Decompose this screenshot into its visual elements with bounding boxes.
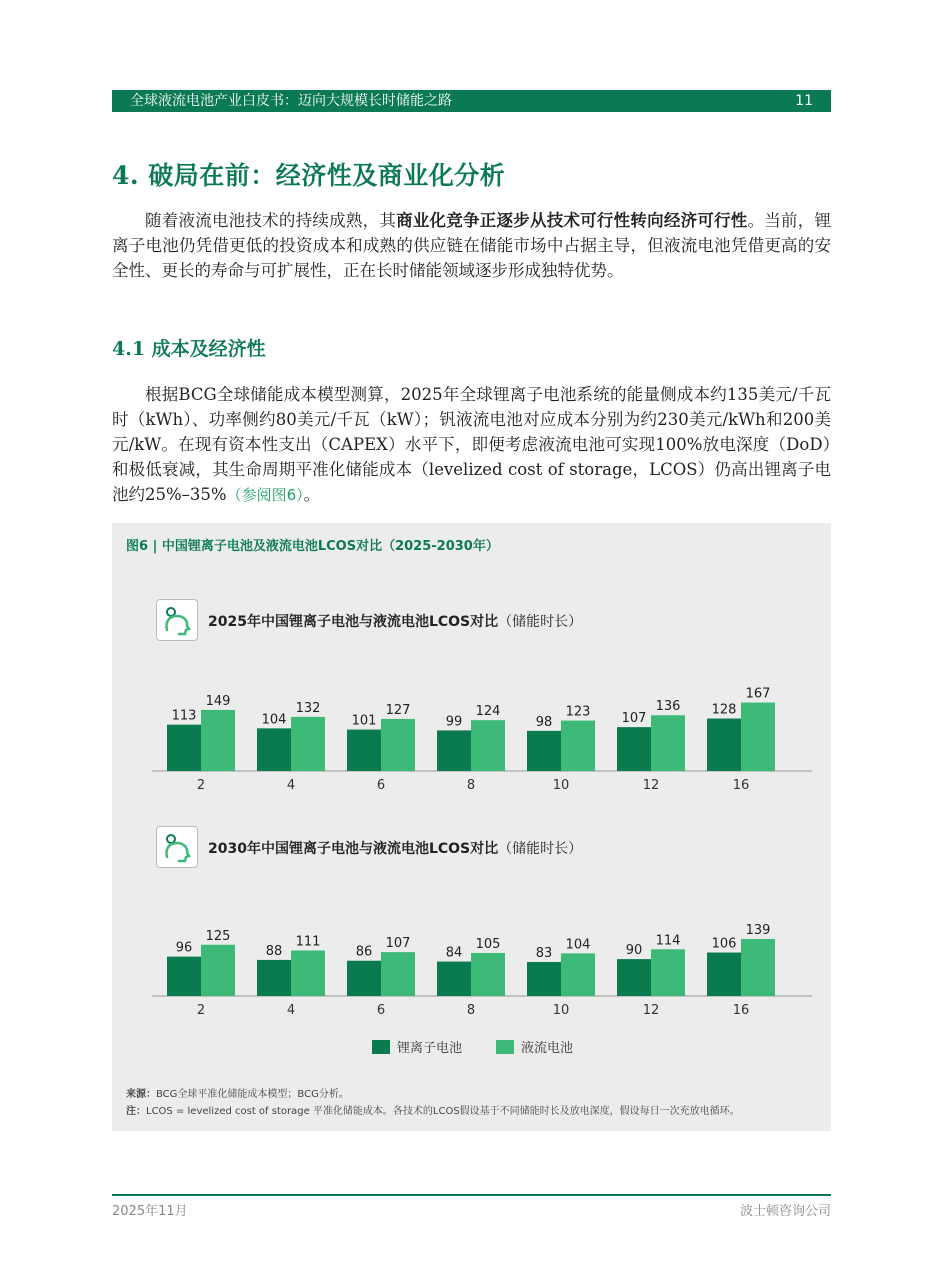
bar-lithium-2 — [167, 957, 201, 996]
data-label-lithium-10: 98 — [535, 714, 553, 730]
data-label-lithium-10: 83 — [535, 945, 553, 961]
legend-swatch-flow — [496, 1040, 514, 1054]
source-line — [126, 1086, 740, 1103]
bar-lithium-8 — [437, 962, 471, 996]
chart-2025-title-note: （储能时长） — [498, 614, 583, 630]
data-label-lithium-4: 104 — [261, 712, 287, 728]
figure-6 — [112, 523, 831, 1131]
bar-flow-4 — [291, 950, 325, 996]
cost-text-end: 。 — [303, 485, 321, 504]
data-label-flow-2: 125 — [205, 928, 231, 944]
x-tick-label-6: 6 — [376, 778, 386, 793]
data-label-lithium-2: 113 — [171, 708, 197, 724]
figure-source — [126, 1086, 740, 1120]
x-tick-label-10: 10 — [552, 1003, 570, 1018]
bar-flow-12 — [651, 949, 685, 996]
footer-date: 2025年11月 — [112, 1204, 188, 1219]
data-label-flow-8: 105 — [475, 936, 501, 952]
data-label-lithium-6: 86 — [355, 944, 373, 960]
bar-flow-8 — [471, 720, 505, 771]
bar-lithium-6 — [347, 961, 381, 996]
bar-lithium-16 — [707, 953, 741, 996]
bar-flow-2 — [201, 710, 235, 771]
legend-item-lithium — [372, 1037, 462, 1056]
bar-flow-6 — [381, 952, 415, 996]
x-tick-label-12: 12 — [642, 778, 660, 793]
chart-2025 — [152, 663, 832, 803]
x-tick-label-16: 16 — [732, 1003, 750, 1018]
data-label-lithium-8: 84 — [445, 945, 463, 961]
brain-gear-icon — [156, 826, 198, 868]
bar-lithium-8 — [437, 730, 471, 771]
bar-flow-12 — [651, 715, 685, 771]
bar-lithium-2 — [167, 725, 201, 771]
bar-lithium-4 — [257, 728, 291, 771]
bar-lithium-12 — [617, 959, 651, 996]
x-tick-label-16: 16 — [732, 778, 750, 793]
intro-highlight: 商业化竞争正逐步从技术可行性转向经济可行性 — [396, 211, 748, 230]
legend-label-flow: 液流电池 — [521, 1041, 574, 1056]
document-title: 全球液流电池产业白皮书：迈向大规模长时储能之路 — [130, 93, 452, 109]
data-label-lithium-12: 107 — [621, 711, 647, 727]
bar-flow-16 — [741, 939, 775, 996]
data-label-flow-4: 111 — [295, 934, 321, 950]
data-label-lithium-4: 88 — [265, 943, 283, 959]
bar-lithium-16 — [707, 719, 741, 771]
legend-item-flow — [496, 1037, 573, 1056]
note-label: 注： — [126, 1106, 146, 1117]
x-tick-label-8: 8 — [466, 778, 476, 793]
chart-2030-title-text: 2030年中国锂离子电池与液流电池LCOS对比 — [208, 841, 499, 857]
source-text: BCG全球平准化储能成本模型；BCG分析。 — [156, 1089, 349, 1100]
x-tick-label-10: 10 — [552, 778, 570, 793]
data-label-flow-6: 107 — [385, 936, 411, 952]
bar-flow-10 — [561, 953, 595, 996]
data-label-lithium-6: 101 — [351, 713, 377, 729]
bar-lithium-12 — [617, 727, 651, 771]
data-label-lithium-8: 99 — [445, 714, 463, 730]
data-label-flow-4: 132 — [295, 700, 321, 716]
x-tick-label-8: 8 — [466, 1003, 476, 1018]
bar-flow-8 — [471, 953, 505, 996]
data-label-lithium-12: 90 — [625, 943, 643, 959]
bar-flow-10 — [561, 721, 595, 771]
source-label: 来源： — [126, 1089, 156, 1100]
brain-gear-icon — [156, 599, 198, 641]
bar-lithium-6 — [347, 730, 381, 771]
chart-2030 — [152, 888, 832, 1028]
figure-title: 图6 | 中国锂离子电池及液流电池LCOS对比（2025-2030年） — [126, 539, 499, 554]
footer-divider — [112, 1194, 831, 1196]
bar-flow-16 — [741, 703, 775, 771]
data-label-flow-10: 123 — [565, 704, 591, 720]
intro-paragraph — [112, 208, 831, 283]
bar-lithium-10 — [527, 731, 561, 771]
x-tick-label-12: 12 — [642, 1003, 660, 1018]
chart-2030-title-note: （储能时长） — [498, 841, 583, 857]
intro-text-start: 随着液流电池技术的持续成熟，其 — [145, 211, 397, 230]
data-label-flow-6: 127 — [385, 702, 411, 718]
footer-publisher: 波士顿咨询公司 — [739, 1204, 831, 1219]
x-tick-label-2: 2 — [196, 778, 206, 793]
legend-swatch-lithium — [372, 1040, 390, 1054]
x-tick-label-6: 6 — [376, 1003, 386, 1018]
figure-reference-link[interactable]: （参阅图6） — [226, 486, 304, 504]
data-label-lithium-16: 128 — [711, 702, 737, 718]
note-text: LCOS = levelized cost of storage 平准化储能成本。各技术的LCOS假设基于不同储能时长及放电深度，假设每日一次充放电循环。 — [146, 1106, 740, 1117]
data-label-flow-12: 114 — [655, 933, 681, 949]
chart-2030-title — [208, 838, 582, 858]
note-line — [126, 1103, 740, 1120]
x-tick-label-2: 2 — [196, 1003, 206, 1018]
bar-flow-4 — [291, 717, 325, 771]
data-label-flow-16: 139 — [745, 923, 771, 939]
data-label-flow-2: 149 — [205, 693, 231, 709]
data-label-flow-16: 167 — [745, 686, 771, 702]
bar-lithium-10 — [527, 962, 561, 996]
bar-flow-6 — [381, 719, 415, 771]
x-tick-label-4: 4 — [286, 778, 296, 793]
data-label-lithium-2: 96 — [175, 940, 193, 956]
cost-paragraph — [112, 382, 831, 508]
data-label-flow-8: 124 — [475, 704, 501, 720]
page-number: 11 — [795, 93, 813, 109]
section-title: 4. 破局在前：经济性及商业化分析 — [112, 161, 506, 190]
legend-label-lithium: 锂离子电池 — [397, 1041, 463, 1056]
chart-2025-title — [208, 611, 582, 631]
chart-2025-title-text: 2025年中国锂离子电池与液流电池LCOS对比 — [208, 614, 499, 630]
data-label-flow-12: 136 — [655, 699, 681, 715]
bar-flow-2 — [201, 945, 235, 996]
intro-text-end: 。当前，锂离子电池仍凭借更低的投资成本和成熟的供应链在储能市场中占据主导，但液流电池凭借更高的安全性、更长的寿命与可扩展性，正在长时储能领域逐步形成独特优势。 — [112, 211, 832, 280]
x-tick-label-4: 4 — [286, 1003, 296, 1018]
cost-text: 根据BCG全球储能成本模型测算，2025年全球锂离子电池系统的能量侧成本约135美元/千瓦时（kWh）、功率侧约80美元/千瓦（kW）；钒液流电池对应成本分别为约230美元/kWh和200美元/kW。在现有资本性支出（CAPEX）水平下，即便考虑液流电池可实现100%放电深度（DoD）和极低衰减，其生命周期平准化储能成本（levelized cost of storage，LCOS）仍高出锂离子电池约25%–35% — [112, 385, 831, 504]
page-header — [112, 90, 831, 112]
data-label-lithium-16: 106 — [711, 936, 737, 952]
data-label-flow-10: 104 — [565, 937, 591, 953]
bar-lithium-4 — [257, 960, 291, 996]
subsection-title: 4.1 成本及经济性 — [112, 338, 266, 360]
